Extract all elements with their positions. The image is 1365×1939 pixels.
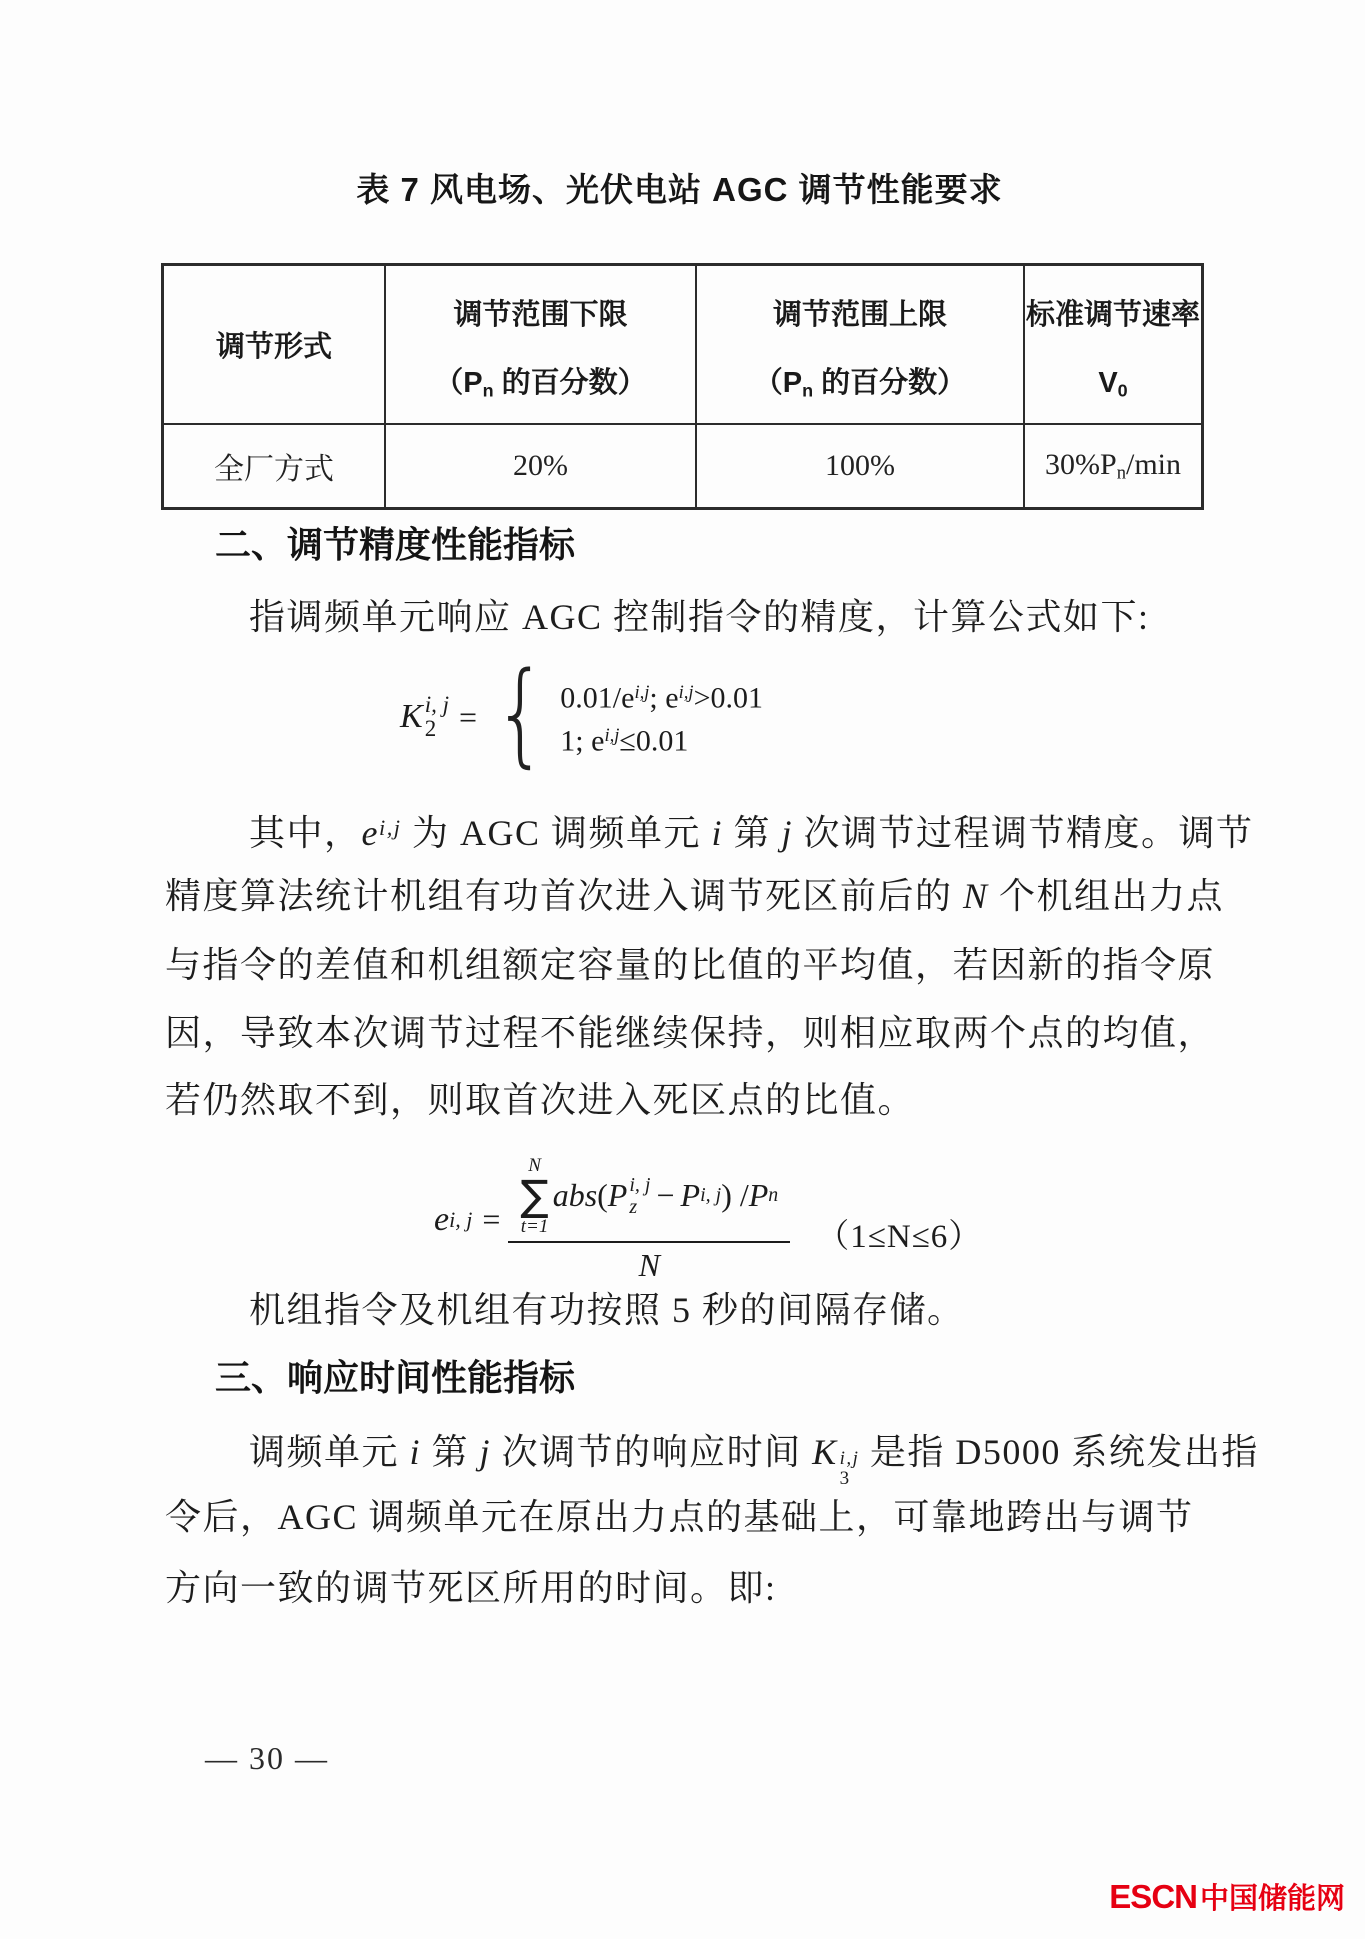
header-line1: 调节范围上限 — [772, 299, 947, 331]
header-line1: 调节范围下限 — [453, 299, 628, 331]
section3-heading: 三、响应时间性能指标 — [215, 1357, 576, 1398]
header-line2: （$P_n$ 的百分数） — [434, 366, 647, 400]
logo-site-text: 中国储能网 — [1199, 1883, 1345, 1915]
paragraph-line: 机组指令及机组有功按照 5 秒的间隔存储。 — [249, 1290, 965, 1330]
agc-performance-table — [161, 263, 1204, 510]
paragraph-line: 令后，AGC 调频单元在原出力点的基础上，可靠地跨出与调节 — [165, 1497, 1194, 1537]
escn-watermark-logo — [1109, 1876, 1345, 1917]
paragraph-line: 精度算法统计机组有功首次进入调节死区前后的 N 个机组出力点 — [165, 876, 1225, 916]
table-caption: 表 7 风电场、光伏电站 AGC 调节性能要求 — [356, 171, 1003, 208]
fraction — [508, 1156, 790, 1284]
formula-eij: e i, j = N ∑ t=1 abs ( P i, j z − P i, j ) / P n N （1≤N≤6） — [434, 1154, 983, 1283]
equals-sign: = — [482, 1201, 501, 1237]
k3-supsub: i,j 3 — [839, 1448, 860, 1489]
p-z-term: P i, j z — [607, 1173, 651, 1218]
paragraph-line: 若仍然取不到，则取首次进入死区点的比值。 — [165, 1080, 916, 1120]
header-line2: （$P_n$ 的百分数） — [753, 366, 967, 400]
case-row-1: $0.01/e^{i,j}$; $e^{i,j}>0.01$ — [560, 681, 763, 714]
table-header-lower-limit — [386, 266, 697, 425]
section2-intro: 指调频单元响应 AGC 控制指令的精度，计算公式如下: — [249, 597, 1150, 637]
table-cell-upper: 100% — [697, 425, 1025, 507]
page-number: — 30 — — [205, 1740, 329, 1776]
formula-lhs: e — [434, 1200, 450, 1238]
case-row-2: 1; $e^{i,j}\le 0.01$ — [560, 724, 689, 758]
paragraph-line: 调频单元 i 第 j 次调节的响应时间 K i,j 3 是指 D5000 系统发出指 — [249, 1432, 1259, 1489]
paragraph-line: 方向一致的调节死区所用的时间。即: — [165, 1568, 777, 1608]
table-cell-mode: 全厂方式 — [164, 425, 386, 507]
paragraph-line: 其中，$e^{i,j}$ 为 AGC 调频单元 i 第 j 次调节过程调节精度。调节 — [249, 813, 1254, 854]
fraction-denominator: N — [508, 1241, 790, 1284]
logo-escn-text: ESCN — [1109, 1878, 1197, 1915]
formula-cases — [560, 676, 763, 759]
header-line2: $V_0$ — [1098, 366, 1128, 400]
brace-symbol: { — [493, 649, 548, 779]
fraction-numerator: N ∑ t=1 abs ( P i, j z − P i, j ) / P n — [520, 1154, 779, 1237]
table-cell-rate: $30\%P_n/\min$ — [1045, 447, 1181, 484]
formula-lhs: K i, j 2 — [400, 691, 449, 741]
table-header-rate — [1025, 266, 1201, 425]
header-line1: 标准调节速率 — [1025, 299, 1200, 331]
table-header-mode — [164, 266, 386, 425]
formula-k2 — [400, 649, 763, 782]
paragraph-line: 与指令的差值和机组额定容量的比值的平均值，若因新的指令原 — [165, 945, 1216, 985]
summation-symbol: N ∑ t=1 — [520, 1154, 549, 1237]
paragraph-line: 因，导致本次调节过程不能继续保持，则相应取两个点的均值， — [165, 1013, 1216, 1053]
table-cell-lower: 20% — [386, 425, 697, 507]
table-header-upper-limit — [697, 266, 1025, 425]
header-text: 调节形式 — [215, 331, 332, 363]
equals-sign: = — [458, 698, 478, 735]
p-term: P i, j — [680, 1177, 722, 1213]
section2-heading: 二、调节精度性能指标 — [215, 524, 576, 565]
n-range-note: （1≤N≤6） — [816, 1219, 983, 1255]
